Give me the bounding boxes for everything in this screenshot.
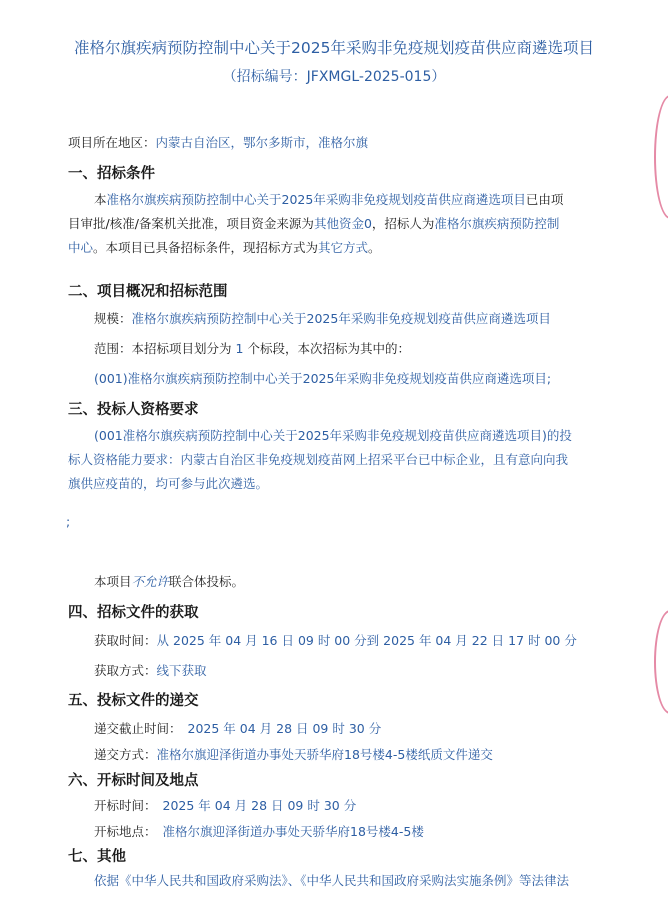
section-6-heading: 六、开标时间及地点 (68, 773, 199, 789)
section-7-heading: 七、其他 (68, 849, 126, 865)
lot-line: (001)准格尔旗疾病预防控制中心关于2025年采购非免疫规划疫苗供应商遴选项目; (94, 371, 552, 386)
tender-code: （招标编号：JFXMGL-2025-015） (222, 69, 446, 85)
acquire-method-value: 线下获取 (156, 663, 207, 678)
opening-place-label: 开标地点： (94, 824, 157, 839)
qualification-line-1: (001准格尔旗疾病预防控制中心关于2025年采购非免疫规划疫苗供应商遴选项目)的投 (94, 428, 572, 443)
section-1-line-1 (68, 188, 588, 212)
section-3-body (68, 424, 608, 496)
red-stamp-top (654, 95, 668, 219)
section-1-heading: 一、招标条件 (68, 166, 155, 182)
scale-label: 规模： (94, 311, 132, 326)
opening-time-label: 开标时间： (94, 798, 157, 813)
opening-time-value: 2025 年 04 月 28 日 09 时 30 分 (162, 798, 357, 813)
tender-method: 其它方式 (318, 240, 369, 255)
location-value: 内蒙古自治区，鄂尔多斯市，准格尔旗 (155, 135, 369, 150)
section-4-heading: 四、招标文件的获取 (68, 605, 199, 621)
text: 个标段，本次招标为其中的： (247, 341, 410, 356)
scale-line (94, 309, 551, 327)
acquire-method-line (94, 661, 207, 679)
section-3-heading: 三、投标人资格要求 (68, 402, 199, 418)
document-title: 准格尔旗疾病预防控制中心关于2025年采购非免疫规划疫苗供应商遴选项目 (74, 39, 594, 57)
opening-place-line (94, 822, 424, 840)
scale-value: 准格尔旗疾病预防控制中心关于2025年采购非免疫规划疫苗供应商遴选项目 (131, 311, 551, 326)
qualification-line-3: 旗供应疫苗的，均可参与此次遴选。 (68, 476, 269, 491)
submit-method-line (94, 745, 493, 763)
text: 联合体投标。 (169, 574, 245, 589)
section-5-heading: 五、投标文件的递交 (68, 693, 199, 709)
section-1-body (68, 188, 588, 260)
acquire-time-line (94, 631, 577, 649)
section-7-line: 依据《中华人民共和国政府采购法》、《中华人民共和国政府采购法实施条例》等法律法 (94, 873, 570, 888)
submit-method-value: 准格尔旗迎泽街道办事处天骄华府18号楼4-5楼纸质文件递交 (156, 747, 493, 762)
qualification-line-2: 标人资格能力要求：内蒙古自治区非免疫规划疫苗网上招采平台已中标企业，且有意向向我 (68, 452, 569, 467)
text: 。 (368, 240, 381, 255)
consortium-value: 不允许 (131, 574, 170, 589)
range-line (94, 339, 410, 357)
text: 范围：本招标项目划分为 (94, 341, 232, 356)
location-line (68, 133, 368, 151)
tenderer-name: 准格尔旗疾病预防控制 (434, 216, 560, 231)
semicolon: ; (66, 514, 71, 529)
acquire-time-label: 获取时间： (94, 633, 157, 648)
section-1-line-3 (68, 236, 588, 260)
lot-count: 1 (235, 341, 244, 356)
text: 已由项 (525, 192, 564, 207)
deadline-label: 递交截止时间： (94, 721, 182, 736)
submit-method-label: 递交方式： (94, 747, 157, 762)
deadline-value: 2025 年 04 月 28 日 09 时 30 分 (187, 721, 382, 736)
text: 目审批/核准/备案机关批准，项目资金来源为 (68, 216, 314, 231)
consortium-line (94, 572, 244, 590)
section-2-heading: 二、项目概况和招标范围 (68, 284, 228, 300)
project-name: 准格尔旗疾病预防控制中心关于2025年采购非免疫规划疫苗供应商遴选项目 (106, 192, 526, 207)
text: ，招标人为 (371, 216, 435, 231)
acquire-time-value: 从 2025 年 04 月 16 日 09 时 00 分到 2025 年 04 月 22 日 17 时 00 分 (156, 633, 577, 648)
location-label: 项目所在地区： (68, 135, 156, 150)
acquire-method-label: 获取方式： (94, 663, 157, 678)
tenderer-name-cont: 中心 (68, 240, 94, 255)
fund-source: 其他资金0 (313, 216, 372, 231)
text: 本 (94, 192, 107, 207)
opening-time-line (94, 796, 356, 814)
text: 本项目 (94, 574, 132, 589)
text: 。本项目已具备招标条件，现招标方式为 (93, 240, 319, 255)
section-1-line-2 (68, 212, 588, 236)
red-stamp-bottom (654, 610, 668, 714)
opening-place-value: 准格尔旗迎泽街道办事处天骄华府18号楼4-5楼 (162, 824, 424, 839)
deadline-line (94, 719, 381, 737)
